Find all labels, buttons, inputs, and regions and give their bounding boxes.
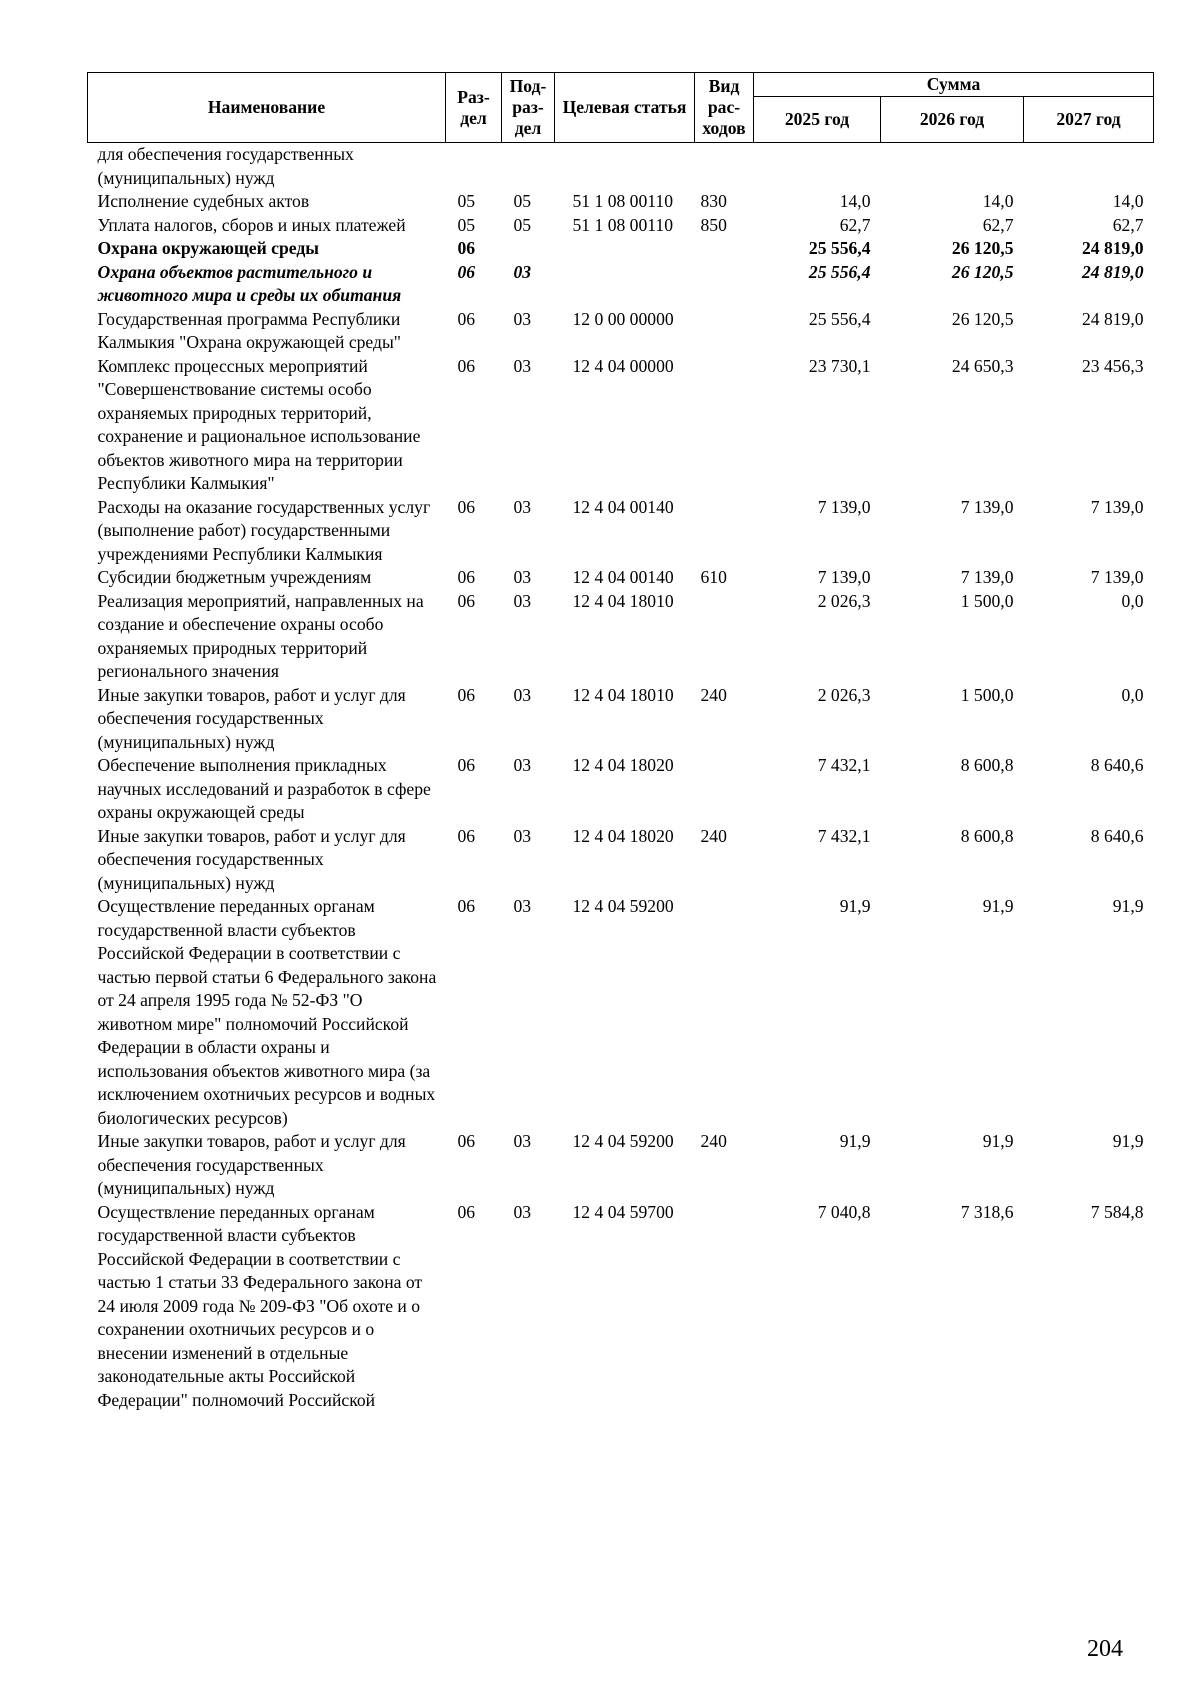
cell-sum-2025: 7 040,8 [817,1201,871,1222]
cell-vid-rashodov: 240 [700,1131,727,1151]
cell-celevaya-statya: 12 4 04 00000 [572,355,674,376]
table-header [88,73,1154,143]
cell-sum-2026 [881,143,1024,191]
cell-sum-2025 [754,143,881,191]
cell-razdel: 06 [457,590,476,611]
cell-sum-2025: 2 026,3 [817,590,871,611]
cell-sum-2025: 25 556,4 [808,308,871,329]
cell-sum-2025: 7 139,0 [817,567,871,587]
cell-vid-rashodov: 240 [700,825,727,846]
cell-sum-2026: 91,9 [982,1131,1014,1151]
table-row [88,895,1154,1130]
cell-podrazdel: 03 [513,1131,532,1151]
cell-name: Обеспечение выполнения прикладных научных исследований и разработок в сфере охраны окружающей среды [97,755,431,822]
table-row [88,684,1154,755]
cell-sum-2026: 26 120,5 [951,308,1014,329]
cell-celevaya-statya: 12 4 04 18020 [572,825,674,846]
header-celevaya-statya: Целевая статья [555,73,695,143]
cell-name: Иные закупки товаров, работ и услуг для обеспечения государственных (муниципальных) нужд [97,1131,406,1198]
cell-sum-2025: 7 139,0 [817,496,871,517]
cell-sum-2026: 7 139,0 [960,496,1014,517]
table-row [88,1130,1154,1201]
cell-celevaya-statya: 12 4 04 18010 [572,684,674,705]
header-year-2027: 2027 год [1024,97,1154,143]
cell-sum-2025: 25 556,4 [808,261,871,282]
table-row [88,237,1154,261]
cell-name: Субсидии бюджетным учреждениям [97,567,372,587]
cell-sum-2025: 91,9 [839,896,871,916]
cell-podrazdel: 03 [513,825,532,846]
cell-vid-rashodov [695,895,754,1130]
cell-podrazdel: 03 [513,567,532,587]
cell-sum-2027: 8 640,6 [1090,825,1144,846]
table-row [88,355,1154,496]
cell-celevaya-statya [555,143,695,191]
cell-sum-2027: 62,7 [1112,214,1144,235]
cell-vid-rashodov [695,261,754,308]
cell-sum-2025: 14,0 [839,191,871,211]
cell-sum-2027: 7 139,0 [1090,567,1144,587]
cell-celevaya-statya: 51 1 08 00110 [572,214,674,235]
cell-celevaya-statya: 12 4 04 00140 [572,567,674,587]
cell-podrazdel: 03 [513,896,532,916]
cell-podrazdel: 03 [513,308,532,329]
cell-razdel: 06 [457,1131,476,1151]
cell-sum-2027: 91,9 [1112,896,1144,916]
cell-podrazdel: 03 [513,590,532,611]
cell-sum-2027: 91,9 [1112,1131,1144,1151]
cell-razdel [446,143,502,191]
page-number: 204 [1087,1636,1123,1662]
cell-razdel: 06 [457,355,476,376]
cell-razdel: 06 [457,496,476,517]
header-year-2026: 2026 год [881,97,1024,143]
cell-name: Осуществление переданных органам государственной власти субъектов Российской Федерации в соответствии с частью 1 статьи 33 Федерального закона от 24 июля 2009 года № 209-ФЗ "Об охоте и о сохранении охотничьих ресурсов и о внесении изменений в отдельные законодательные акты Российской Федерации" полномочий Российской [97,1201,423,1410]
table-row [88,590,1154,684]
cell-sum-2025: 7 432,1 [817,755,871,775]
cell-vid-rashodov: 240 [700,684,727,705]
cell-sum-2026: 26 120,5 [951,238,1014,258]
cell-sum-2026: 91,9 [982,896,1014,916]
cell-name: Охрана объектов растительного и животного мира и среды их обитания [97,261,402,305]
cell-podrazdel: 03 [513,1201,532,1222]
cell-razdel: 05 [457,191,476,211]
cell-vid-rashodov [695,1201,754,1413]
cell-sum-2027: 14,0 [1112,191,1144,211]
table-row [88,825,1154,896]
header-name: Наименование [88,73,446,143]
cell-name: Иные закупки товаров, работ и услуг для обеспечения государственных (муниципальных) нужд [97,684,406,752]
table-row [88,308,1154,355]
header-year-2025: 2025 год [754,97,881,143]
cell-podrazdel: 03 [513,261,532,282]
cell-podrazdel: 03 [513,496,532,517]
cell-razdel: 05 [457,214,476,235]
cell-sum-2027: 24 819,0 [1081,261,1144,282]
cell-celevaya-statya [555,237,695,261]
header-vid-rashodov: Вид рас- ходов [695,73,754,143]
cell-sum-2027: 7 584,8 [1090,1201,1144,1222]
cell-celevaya-statya [555,261,695,308]
cell-name: Охрана окружающей среды [97,238,319,258]
cell-vid-rashodov [695,237,754,261]
table-row [88,190,1154,214]
header-podrazdel: Под- раз- дел [502,73,555,143]
header-razdel: Раз- дел [446,73,502,143]
cell-celevaya-statya: 12 4 04 18020 [572,755,674,775]
table-row [88,214,1154,238]
cell-sum-2025: 2 026,3 [817,684,871,705]
cell-sum-2026: 1 500,0 [960,684,1014,705]
table-row [88,754,1154,825]
table-row [88,143,1154,191]
cell-razdel: 06 [457,825,476,846]
cell-name: Исполнение судебных актов [97,191,310,211]
cell-sum-2027: 0,0 [1121,590,1144,611]
cell-vid-rashodov [695,754,754,825]
cell-sum-2027: 24 819,0 [1081,238,1144,258]
cell-sum-2026: 14,0 [982,191,1014,211]
cell-podrazdel: 05 [513,214,532,235]
cell-sum-2026: 24 650,3 [951,355,1014,376]
cell-razdel: 06 [457,896,476,916]
cell-celevaya-statya: 12 4 04 59200 [572,896,674,916]
cell-vid-rashodov [695,143,754,191]
cell-sum-2025: 62,7 [839,214,871,235]
header-summa: Сумма [754,73,1154,97]
cell-name: для обеспечения государственных (муниципальных) нужд [97,144,354,188]
cell-sum-2026: 26 120,5 [951,261,1014,282]
cell-name: Уплата налогов, сборов и иных платежей [97,214,406,235]
cell-celevaya-statya: 12 4 04 59200 [572,1131,674,1151]
cell-vid-rashodov [695,590,754,684]
cell-vid-rashodov: 850 [700,214,727,235]
cell-celevaya-statya: 51 1 08 00110 [572,191,674,211]
cell-vid-rashodov: 830 [700,191,727,211]
cell-podrazdel: 03 [513,755,532,775]
cell-razdel: 06 [457,238,476,258]
cell-name: Осуществление переданных органам государственной власти субъектов Российской Федерации в соответствии с частью первой статьи 6 Федерального закона от 24 апреля 1995 года № 52-ФЗ "О животном мире" полномочий Российской Федерации в области охраны и использования объектов животного мира (за исключением охотничьих ресурсов и водных биологических ресурсов) [97,896,437,1128]
cell-sum-2025: 25 556,4 [808,238,871,258]
cell-name: Расходы на оказание государственных услуг (выполнение работ) государственными учреждениями Республики Калмыкия [97,496,431,564]
cell-sum-2027: 0,0 [1121,684,1144,705]
cell-sum-2026: 7 318,6 [960,1201,1014,1222]
cell-celevaya-statya: 12 4 04 59700 [572,1201,674,1222]
cell-sum-2025: 7 432,1 [817,825,871,846]
cell-celevaya-statya: 12 0 00 00000 [572,308,674,329]
cell-sum-2027: 8 640,6 [1090,755,1144,775]
cell-podrazdel: 03 [513,355,532,376]
cell-name: Комплекс процессных мероприятий "Совершенствование системы особо охраняемых природных территорий, сохранение и рациональное использование объектов животного мира на территории Республики Калмыкия" [97,355,421,493]
table-row [88,496,1154,567]
cell-sum-2026: 8 600,8 [960,755,1014,775]
cell-celevaya-statya: 12 4 04 00140 [572,496,674,517]
cell-razdel: 06 [457,261,476,282]
cell-razdel: 06 [457,684,476,705]
cell-sum-2026: 7 139,0 [960,567,1014,587]
cell-sum-2025: 23 730,1 [808,355,871,376]
cell-celevaya-statya: 12 4 04 18010 [572,590,674,611]
table-row [88,261,1154,308]
cell-razdel: 06 [457,567,476,587]
cell-razdel: 06 [457,1201,476,1222]
cell-razdel: 06 [457,308,476,329]
cell-sum-2027 [1024,143,1154,191]
cell-name: Иные закупки товаров, работ и услуг для обеспечения государственных (муниципальных) нужд [97,825,406,893]
cell-podrazdel [502,237,555,261]
cell-podrazdel: 05 [513,191,532,211]
table-body [88,143,1154,1413]
cell-podrazdel [502,143,555,191]
cell-sum-2027: 24 819,0 [1081,308,1144,329]
cell-vid-rashodov: 610 [700,567,727,587]
cell-name: Реализация мероприятий, направленных на создание и обеспечение охраны особо охраняемых природных территорий регионального значения [97,590,424,681]
cell-sum-2027: 23 456,3 [1081,355,1144,376]
cell-sum-2027: 7 139,0 [1090,496,1144,517]
cell-vid-rashodov [695,308,754,355]
cell-podrazdel: 03 [513,684,532,705]
cell-sum-2026: 62,7 [982,214,1014,235]
cell-vid-rashodov [695,496,754,567]
budget-table [87,72,1154,1412]
table-row [88,566,1154,590]
cell-vid-rashodov [695,355,754,496]
cell-sum-2025: 91,9 [839,1131,871,1151]
cell-razdel: 06 [457,755,476,775]
cell-sum-2026: 8 600,8 [960,825,1014,846]
cell-sum-2026: 1 500,0 [960,590,1014,611]
table-row [88,1201,1154,1413]
cell-name: Государственная программа Республики Калмыкия "Охрана окружающей среды" [97,308,401,352]
